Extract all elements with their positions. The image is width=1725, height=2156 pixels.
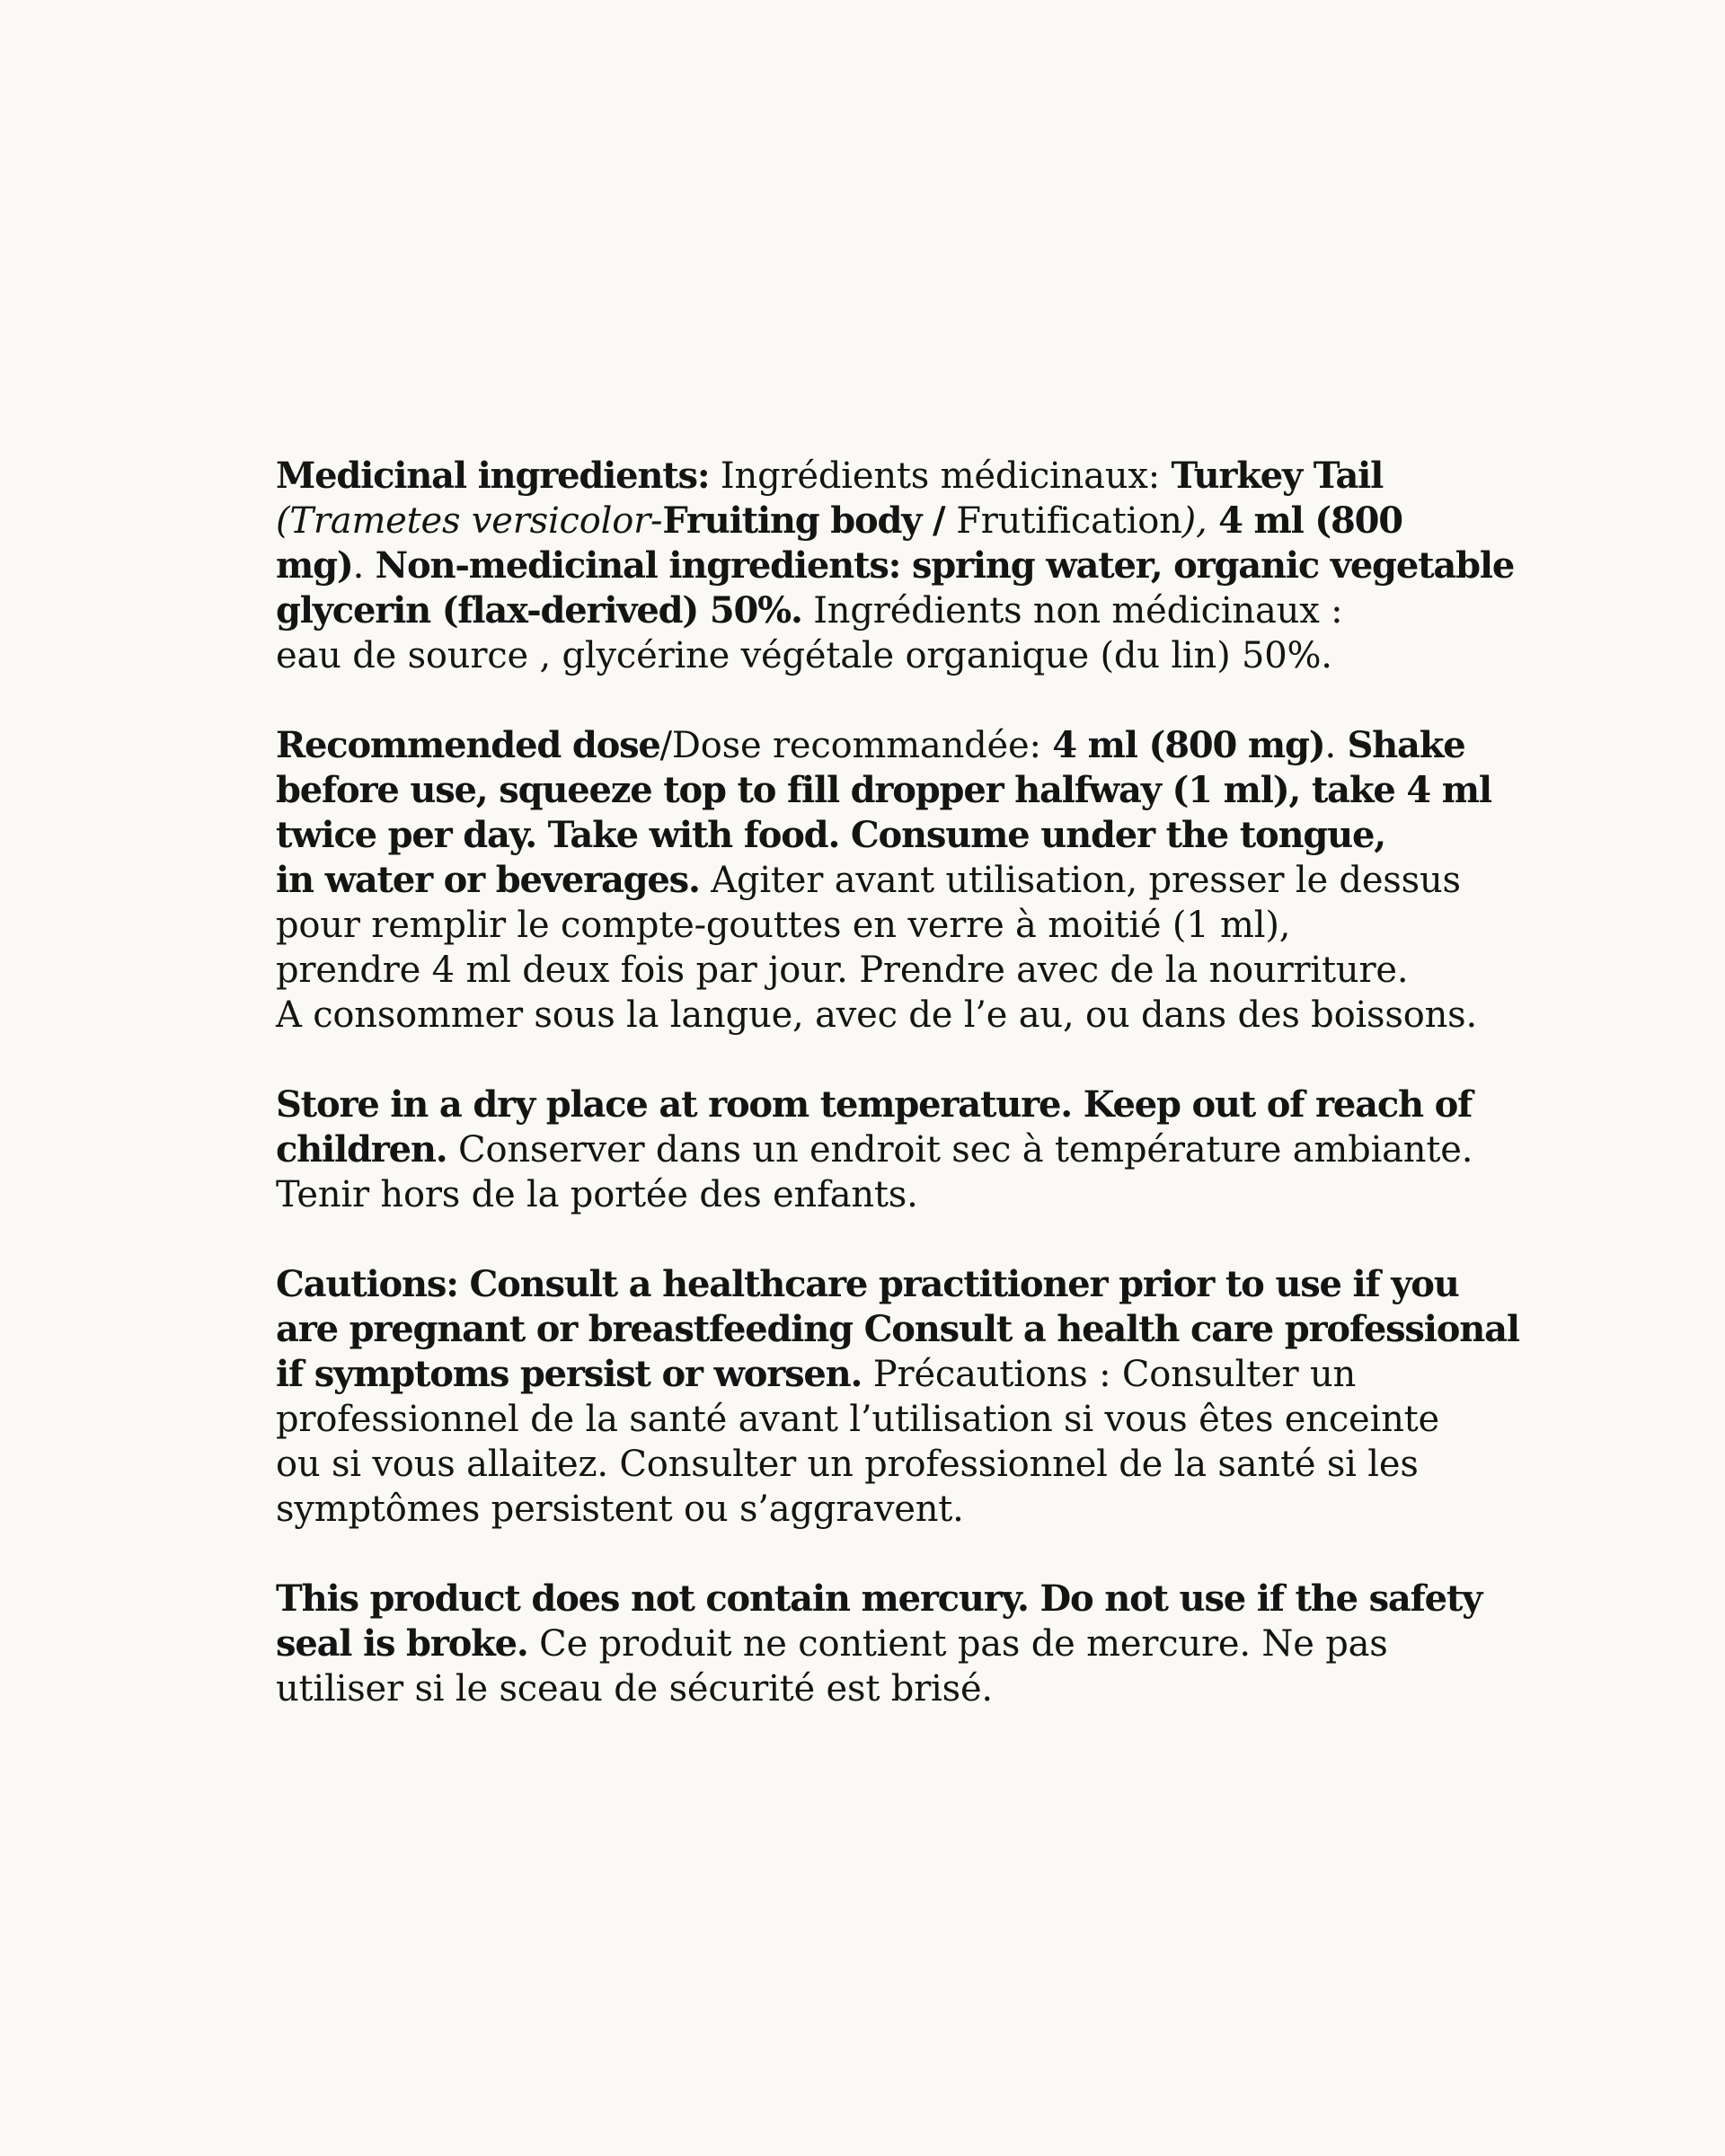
- storage-instructions: Store in a dry place at room temperature. Keep out of reach of: [276, 1083, 1473, 1126]
- dose-section: [276, 723, 1491, 1038]
- dose-instructions-line-3: twice per day. Take with food. Consume under the tongue,: [276, 814, 1385, 856]
- ingredient-separator: .: [352, 545, 376, 587]
- medicinal-ingredients-heading: Medicinal ingredients:: [276, 455, 710, 497]
- mercury-section: [276, 1577, 1482, 1711]
- cautions-fr-line-6: symptômes persistent ou s’aggravent.: [276, 1489, 964, 1530]
- ingredient-quantity-unit: mg): [276, 544, 353, 587]
- mercury-statement-fr-end: utiliser si le sceau de sécurité est brisé.: [276, 1668, 993, 1710]
- dose-line-1: [276, 723, 1471, 768]
- ingredient-part: Fruiting body /: [662, 499, 957, 542]
- cautions-fr-line-4: professionnel de la santé avant l’utilisation si vous êtes enceinte: [276, 1399, 1440, 1440]
- medicinal-ingredients-fr-heading: Ingrédients médicinaux:: [709, 455, 1172, 497]
- ingredient-part-fr: Frutification: [956, 500, 1182, 542]
- dose-line-4: [276, 858, 1471, 903]
- ingredients-line-4: [276, 588, 1471, 633]
- non-medicinal-ingredients: Non-medicinal ingredients: spring water, organic vegetable: [375, 544, 1515, 587]
- storage-instructions-fr-end: Tenir hors de la portée des enfants.: [276, 1174, 918, 1215]
- ingredients-line-1: [276, 454, 1471, 499]
- label-text-panel: [276, 454, 1519, 1756]
- ingredient-latin-name: (Trametes versicolor-: [276, 500, 663, 542]
- ingredients-line-3: [276, 543, 1515, 588]
- dose-instructions-fr-line-5: pour remplir le compte-gouttes en verre à moitié (1 ml),: [276, 905, 1291, 946]
- ingredient-paren-close: ),: [1181, 500, 1219, 542]
- dose-instructions-fr-start: Agiter avant utilisation, presser le dessus: [699, 860, 1461, 901]
- dose-heading-fr: /Dose recommandée:: [659, 725, 1053, 766]
- mercury-statement-fr: Ce produit ne contient pas de mercure. Ne pas: [527, 1623, 1388, 1665]
- storage-instructions-fr: Conserver dans un endroit sec à température ambiante.: [447, 1129, 1473, 1171]
- cautions-end: if symptoms persist or worsen.: [276, 1353, 862, 1395]
- dose-instructions-line-2: before use, squeeze top to fill dropper halfway (1 ml), take 4 ml: [276, 769, 1491, 811]
- mercury-statement-end: seal is broke.: [276, 1622, 528, 1665]
- dose-instructions-end: in water or beverages.: [276, 859, 700, 901]
- cautions-fr-line-5: ou si vous allaitez. Consulter un professionnel de la santé si les: [276, 1444, 1419, 1485]
- non-medicinal-ingredients-fr-heading: Ingrédients non médicinaux :: [801, 590, 1343, 632]
- storage-instructions-end: children.: [276, 1128, 447, 1171]
- storage-section: [276, 1082, 1471, 1217]
- non-medicinal-ingredients-fr: eau de source , glycérine végétale organique (du lin) 50%.: [276, 635, 1332, 676]
- ingredient-quantity: 4 ml (800: [1218, 499, 1402, 542]
- cautions-line-1: Cautions: Consult a healthcare practitioner prior to use if you: [276, 1263, 1459, 1305]
- ingredients-line-2: [276, 499, 1471, 543]
- cautions-line-3: [276, 1352, 1471, 1397]
- dose-separator: .: [1324, 725, 1348, 766]
- mercury-line-2: [276, 1621, 1471, 1666]
- ingredient-name: Turkey Tail: [1171, 455, 1384, 497]
- storage-line-2: [276, 1127, 1471, 1172]
- dose-instructions-fr-line-6: prendre 4 ml deux fois par jour. Prendre avec de la nourriture.: [276, 950, 1409, 991]
- dose-heading: Recommended dose: [276, 724, 660, 766]
- cautions-fr-heading: Précautions : Consulter un: [862, 1354, 1357, 1395]
- cautions-line-2: are pregnant or breastfeeding Consult a health care professional: [276, 1308, 1519, 1350]
- dose-instructions-fr-line-7: A consommer sous la langue, avec de l’e au, ou dans des boissons.: [276, 994, 1477, 1036]
- dose-amount: 4 ml (800 mg): [1052, 724, 1325, 766]
- non-medicinal-ingredients-cont: glycerin (flax-derived) 50%.: [276, 589, 802, 632]
- mercury-statement: This product does not contain mercury. Do not use if the safety: [276, 1577, 1482, 1620]
- ingredients-section: [276, 454, 1515, 678]
- cautions-section: [276, 1262, 1519, 1532]
- dose-instructions-start: Shake: [1347, 724, 1465, 766]
